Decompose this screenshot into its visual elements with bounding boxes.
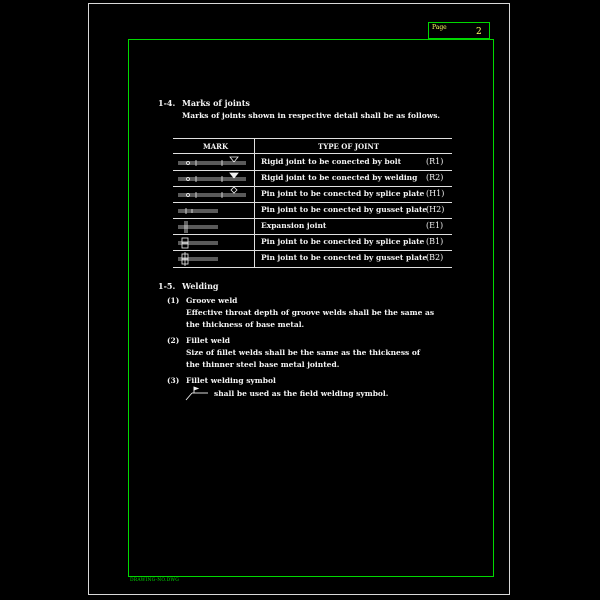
- rigid-weld-mark-icon: [178, 173, 246, 182]
- table-row-type: Rigid joint to be conected by welding: [261, 173, 418, 182]
- table-column-divider: [254, 138, 255, 267]
- rigid-bolt-mark-icon: [178, 157, 246, 166]
- section-joints-intro: Marks of joints shown in respective detail shall be as follows.: [182, 111, 441, 120]
- table-row-code: (R2): [426, 173, 444, 182]
- welding-item-title: Fillet weld: [186, 336, 231, 345]
- welding-item-number: (1): [167, 296, 180, 305]
- page-label: Page: [432, 24, 447, 31]
- welding-item-title: Fillet welding symbol: [186, 376, 276, 385]
- welding-item-number: (2): [167, 336, 180, 345]
- table-row-type: Pin joint to be conected by gusset plate: [261, 253, 428, 262]
- table-bottom-rule: [173, 267, 452, 268]
- table-row-type: Rigid joint to be conected by bolt: [261, 157, 402, 166]
- table-row-type: Pin joint to be conected by splice plate: [261, 237, 425, 246]
- table-row-type: Pin joint to be conected by splice plate: [261, 189, 425, 198]
- pin-splice-mark-icon: [178, 187, 246, 198]
- welding-item-number: (3): [167, 376, 180, 385]
- footer-label: DRAWING-NO.DWG: [130, 578, 180, 583]
- table-row-code: (E1): [426, 221, 444, 230]
- table-header-type: TYPE OF JOINT: [318, 142, 380, 151]
- table-row-code: (H2): [426, 205, 445, 214]
- field-weld-symbol-icon: [184, 386, 210, 402]
- pin-gusset-b-mark-icon: [178, 252, 218, 266]
- page-number: 2: [476, 27, 482, 37]
- welding-item-text: Effective throat depth of groove welds shall be the same as: [186, 308, 435, 317]
- table-row-code: (R1): [426, 157, 444, 166]
- joint-mark-symbols: [174, 154, 254, 267]
- table-row-type: Pin joint to be conected by gusset plate: [261, 205, 428, 214]
- welding-item-text: the thickness of base metal.: [186, 320, 305, 329]
- pin-splice-b-mark-icon: [178, 238, 218, 248]
- table-row-code: (B2): [426, 253, 444, 262]
- section-joints-number: 1-4.: [158, 98, 176, 108]
- table-top-rule: [173, 138, 452, 139]
- table-header-mark: MARK: [203, 142, 229, 151]
- welding-item-title: Groove weld: [186, 296, 238, 305]
- table-row-code: (B1): [426, 237, 444, 246]
- section-joints-heading: Marks of joints: [182, 98, 250, 108]
- welding-item-text: the thinner steel base metal jointed.: [186, 360, 340, 369]
- section-welding-number: 1-5.: [158, 281, 176, 291]
- section-welding-heading: Welding: [182, 281, 219, 291]
- expansion-joint-mark-icon: [178, 221, 218, 233]
- welding-item-text: shall be used as the field welding symbol.: [214, 389, 389, 398]
- table-row-type: Expansion joint: [261, 221, 327, 230]
- pin-gusset-mark-icon: [178, 208, 218, 214]
- welding-item-text: Size of fillet welds shall be the same as the thickness of: [186, 348, 421, 357]
- table-row-code: (H1): [426, 189, 445, 198]
